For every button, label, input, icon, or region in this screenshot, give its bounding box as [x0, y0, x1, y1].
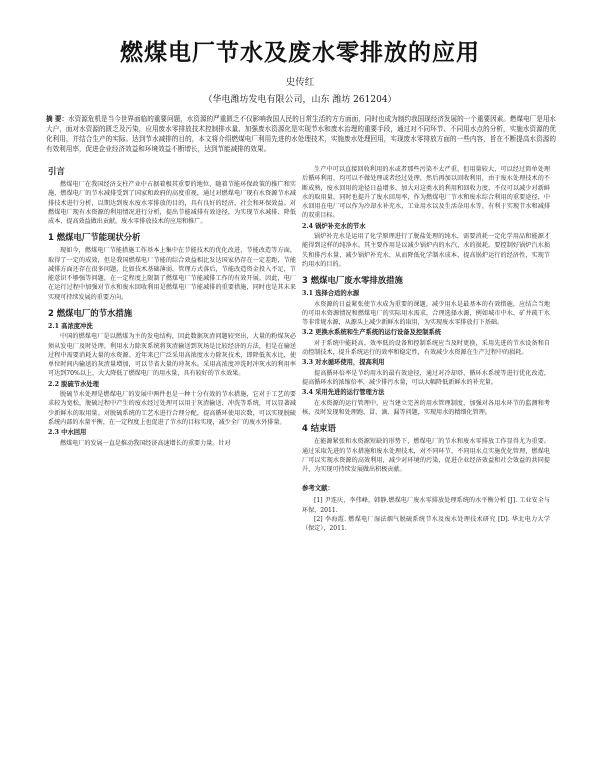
subsection-heading-2-1: 2.1 高浓度冲洗	[48, 322, 93, 330]
subsection-heading-3-1: 3.1 选择合适的水源	[302, 290, 360, 297]
author-name: 史传红	[285, 77, 315, 88]
subsection-3-1-paragraph: 水资源的日益紧张使节水成为重要的课题，减少用水是最基本的有效措施，应结合当地的可用水资源情况和燃煤电厂的实际用水需求，合理选择水源，例如城市中水、矿井疏干水等非常规水源，从源头上减少新鲜水的取用，为实现废水零排放打下基础。	[302, 300, 550, 326]
conclusion-paragraph: 在能源紧张和水资源短缺的形势下，燃煤电厂的节水和废水零排放工作显得尤为重要。通过采取先进的节水措施和废水处理技术，对不同环节、不同用水点实施优化管理，燃煤电厂可以实现水资源的高效利用，减少对环境的污染，促进企业经济效益和社会效益的共同提升，为实现可持续发展做出积极贡献。	[302, 438, 550, 473]
continued-paragraph: 生产中可以直接回收利用的水或者那些污染不太严重、但用量较大，可以经过简单处理后循环利用，均可以不做处理或者经过处理，然后再加以回收利用，由于废水处理技术的不断成熟，废水回用的途径日益增多。加大对这类水的利用和回收力度，不仅可以减少对新鲜水的取用量，同时也提升了废水回用率，作为燃煤电厂节水和废水综合利用的重要途径，中水回用在电厂可以作为冷却水补充水、工业用水以及生活杂用水等，有利于实现节水和减排的双重目标。	[302, 166, 550, 220]
reference-item: [2] 李海霞. 燃煤电厂湿法烟气脱硫系统节水及废水处理技术研究 [D]. 华北电力大学（保定），2011.	[302, 515, 550, 532]
subsection-heading-2-4: 2.4 锅炉补充水的节水	[302, 222, 366, 230]
subsection-heading-2-3: 2.3 中水回用	[48, 429, 87, 436]
section-heading-4: 4 结束语	[302, 423, 336, 434]
subsection-2-3-paragraph: 燃煤电厂的发展一直是推动我国经济高速增长的重要力量。针对	[60, 439, 231, 447]
right-column	[302, 165, 550, 533]
subsection-3-3-paragraph: 提高循环倍率是节约用水的最有效途径，通过对冷却塔、循环水系统等进行优化改造，提高循环水的浓缩倍率，减少排污水量，可以大幅降低新鲜水的补充量。	[302, 369, 550, 386]
paper-title: 燃煤电厂节水及废水零排放的应用	[120, 40, 480, 66]
subsection-2-2-paragraph: 脱硫节水处理是燃煤电厂的发展中两件也是一种十分有效的节水措施，它对于工艺的要求较为宽松，脱硫过程中产生的废水经过处理可以用于灰渣输送、冲洗等系统，可以显著减少新鲜水的取用量。对脱硫系统的工艺水进行合理分配，提高循环使用次数，可以实现脱硫系统内部的水量平衡，在一定程度上也促进了节水的目标实现，减少全厂的废水外排量。	[48, 391, 296, 426]
subsection-2-1-paragraph: 中国的燃煤电厂是以燃煤为主的发电结构，因此数据灰渣问题较突出，大量的粉煤灰必须从发电厂及时处理，利用水力除灰系统将灰渣输送到灰场是比较经济的方法，但是在输送过程中需要消耗大量的水资源。近年来已广泛采用高浓度水力除灰技术，即降低灰水比，使单位时间内输送的灰渣量增加，可以节省大量的冲灰水。采用高浓度冲洗时冲灰水的利用率可达到70%以上，大大降低了燃煤电厂的用水量，具有较好的节水效果。	[48, 333, 296, 378]
intro-paragraph: 燃煤电厂在我国经济支柱产业中占据着极其重要的地位，随着节能环保政策的推广和实施，燃煤电厂的节水减排受到了国家和政府的高度重视，通过对燃煤电厂现有水资源节水减排技术进行分析，以期达到废水废水零排放的目的，具有良好的经济、社会和环保效益。对燃煤电厂现有水资源的利用情况进行分析，提出节能减排有效途径，为实现节水减排、降低成本、提高效益做出贡献。废水零排放技术的应用和推广。	[48, 181, 296, 225]
subsection-3-2-paragraph: 对于系统中能耗高、效率低的设备和控制系统应当及时更换，采用先进的节水设备和自动控制技术，提升系统运行的效率和稳定性，有效减少水资源在生产过程中的损耗。	[302, 339, 550, 356]
subsection-heading-3-4: 3.4 采用先进的运行管理方法	[302, 389, 385, 397]
subsection-2-4-paragraph: 锅炉补充水是运用了化学原理进行了脱盐处理的纯水，需要消耗一定化学用品和能源才能得到这样的纯净水。其主要作用是以减少锅炉内的水汽、水的损耗。要控制好锅炉汽水损失和排污水量，减少锅炉补充水，从而降低化学制水成本，提高锅炉运行的经济性，实现节约用水的目的。	[302, 233, 550, 268]
section-1-paragraph: 现如今，燃煤电厂节能措施工作基本上集中在节能技术的优化改进、节能改造等方面，取得了一定的成效，但是我国燃煤电厂节能的综合效益相比发达国家仍存在一定差距，节能减排方面还存在很多问题，比如技术基础薄弱，管理方式落后，节能改造资金投入不足，节能意识不够强等问题，在一定程度上限制了燃煤电厂节能减排工作的有效开展。因此，电厂在运行过程中加强对节水和废水回收利用是燃煤电厂节能减排的重要措施，同时也是其未来实现可持续发展的重要方向。	[48, 247, 296, 301]
abstract-label: 摘 要：	[46, 115, 69, 123]
left-column	[48, 165, 296, 448]
section-heading-2: 2 燃煤电厂的节水措施	[48, 307, 133, 318]
subsection-3-4-paragraph: 在水资源的运行管理中，应当建立完善的用水管理制度，加强对各用水环节的监测和考核，及时发现和处理跑、冒、滴、漏等问题，实现用水的精细化管理。	[302, 399, 550, 416]
section-heading-intro: 引言	[48, 166, 65, 176]
abstract-text: 水资源危机是当今世界面临的重要问题，水资源的严重匮乏不仅影响我国人民的日常生活的方方面面，同时也成为制约我国现经济发展的一个重要因素。燃煤电厂是用水大户，面对水资源的匮乏及污染，应用废水零排放技术控制排水量、加强废水资源化是实现节水和废水治理的重要手段，通过对不同环节、不同用水点的分析，实施水资源的优化利用，并结合生产的实际。达到节水减排的目的，本文将介绍燃煤电厂利用先进的水处理技术，实施废水处理回用，实现废水零排放方面的一些内容，旨在不断提高水资源的有效利用率，促进企业经济效益和环境效益不断增长，达到节能减排的效果。	[46, 115, 557, 153]
subsection-heading-2-2: 2.2 脱硫节水处理	[48, 380, 99, 388]
reference-item: [1] 尹连庆，李伟峰，韩静.燃煤电厂废水零排放处理系统的水平衡分析 [J]. 工业安全与环保，2011.	[302, 497, 550, 514]
subsection-heading-3-3: 3.3 对水循环使用，提高利用	[302, 359, 385, 367]
section-heading-3: 3 燃煤电厂废水零排放措施	[302, 275, 403, 285]
section-heading-1: 1 燃煤电厂节能现状分析	[48, 232, 141, 243]
subsection-heading-3-2: 3.2 更换水系统和生产系统的运行设备及控制系统	[302, 329, 442, 337]
references-heading: 参考文献：	[302, 484, 334, 493]
author-affiliation: （华电潍坊发电有限公司，山东 潍坊 261204）	[203, 95, 397, 105]
abstract	[46, 114, 556, 154]
